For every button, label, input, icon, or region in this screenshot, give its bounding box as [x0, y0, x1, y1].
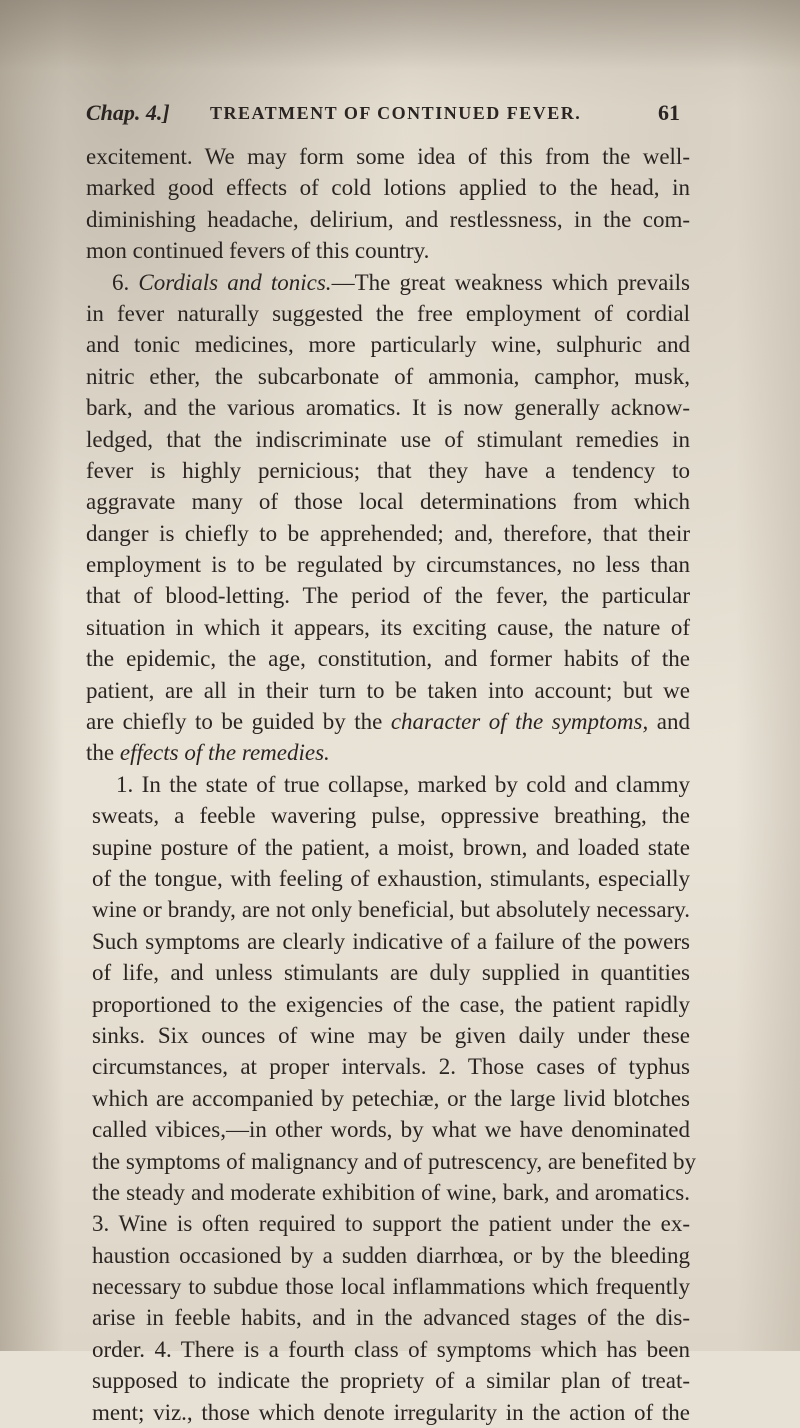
- text-line: of the tongue, with feeling of exhaustion, stimulants, especially: [92, 865, 690, 891]
- text-line: haustion occasioned by a sudden diarrhœa, or by the bleeding: [92, 1242, 690, 1268]
- text-line: the steady and moderate exhibition of wine, bark, and aromatics.: [92, 1179, 690, 1205]
- text-line: Such symptoms are clearly indicative of a failure of the powers: [92, 928, 690, 954]
- text-line: danger is chiefly to be apprehended; and, therefore, that their: [86, 520, 690, 546]
- page-number: 61: [658, 100, 680, 125]
- emphasis-text: effects of the remedies.: [119, 740, 330, 766]
- section-heading: Cordials and tonics.: [138, 269, 332, 295]
- text-line: that of blood-letting. The period of the fever, the particular: [86, 583, 690, 609]
- text-line: wine or brandy, are not only beneficial, but absolutely necessary.: [92, 897, 690, 923]
- text-line: marked good effects of cold lotions applied to the head, in: [86, 175, 690, 201]
- text-line: nitric ether, the subcarbonate of ammonia, camphor, musk,: [86, 363, 690, 389]
- text-line: ment; viz., those which denote irregularity in the action of the: [92, 1399, 690, 1425]
- text-line: the effects of the remedies.: [86, 740, 330, 766]
- text-line: patient, are all in their turn to be taken into account; but we: [86, 677, 690, 703]
- text-line: 1. In the state of true collapse, marked by cold and clammy: [116, 771, 690, 797]
- running-title: TREATMENT OF CONTINUED FEVER.: [210, 103, 582, 123]
- text-line: sweats, a feeble wavering pulse, oppressive breathing, the: [92, 803, 690, 829]
- text-line: which are accompanied by petechiæ, or the large livid blotches: [92, 1085, 690, 1111]
- text-line: of life, and unless stimulants are duly supplied in quantities: [92, 960, 690, 986]
- page-top-shadow: [0, 0, 800, 70]
- running-header: [86, 97, 680, 129]
- text-line: the epidemic, the age, constitution, and former habits of the: [86, 646, 690, 672]
- text-line: employment is to be regulated by circumstances, no less than: [86, 552, 690, 578]
- body-text: [86, 141, 696, 1428]
- text-line: 3. Wine is often required to support the patient under the ex-: [92, 1211, 690, 1237]
- text-line: fever is highly pernicious; that they have a tendency to: [86, 457, 690, 483]
- text-line: excitement. We may form some idea of this from the well-: [86, 144, 690, 169]
- chapter-label: Chap. 4.]: [86, 100, 170, 125]
- text-line: ledged, that the indiscriminate use of stimulant remedies in: [86, 426, 690, 452]
- text-line: circumstances, at proper intervals. 2. Those cases of typhus: [92, 1054, 690, 1080]
- text-line: bark, and the various aromatics. It is now generally acknow-: [86, 395, 690, 421]
- text-line: sinks. Six ounces of wine may be given daily under these: [92, 1022, 690, 1048]
- section-heading-line: 6. Cordials and tonics.—The great weakness which prevails: [112, 269, 691, 295]
- text-line: called vibices,—in other words, by what we have denominated: [92, 1117, 690, 1143]
- text-line: situation in which it appears, its exciting cause, the nature of: [86, 614, 690, 640]
- text-line: aggravate many of those local determinations from which: [86, 489, 690, 515]
- text-line: proportioned to the exigencies of the case, the patient rapidly: [92, 991, 690, 1017]
- text-line: necessary to subdue those local inflammations which frequently: [92, 1274, 690, 1300]
- text-line: and tonic medicines, more particularly wine, sulphuric and: [86, 332, 690, 358]
- text-line: in fever naturally suggested the free employment of cordial: [86, 300, 690, 326]
- text-line: supposed to indicate the propriety of a similar plan of treat-: [92, 1368, 690, 1394]
- text-line: supine posture of the patient, a moist, brown, and loaded state: [92, 834, 690, 860]
- text-line: diminishing headache, delirium, and restlessness, in the com-: [86, 206, 690, 232]
- text-line: order. 4. There is a fourth class of symptoms which has been: [92, 1336, 690, 1362]
- text-line: arise in feeble habits, and in the advanced stages of the dis-: [92, 1305, 690, 1331]
- text-line: are chiefly to be guided by the character of the symptoms, and: [86, 709, 690, 735]
- text-line: the symptoms of malignancy and of putrescency, are benefited by: [92, 1148, 696, 1174]
- emphasis-text: character of the symptoms,: [390, 709, 649, 735]
- text-line: mon continued fevers of this country.: [86, 238, 430, 264]
